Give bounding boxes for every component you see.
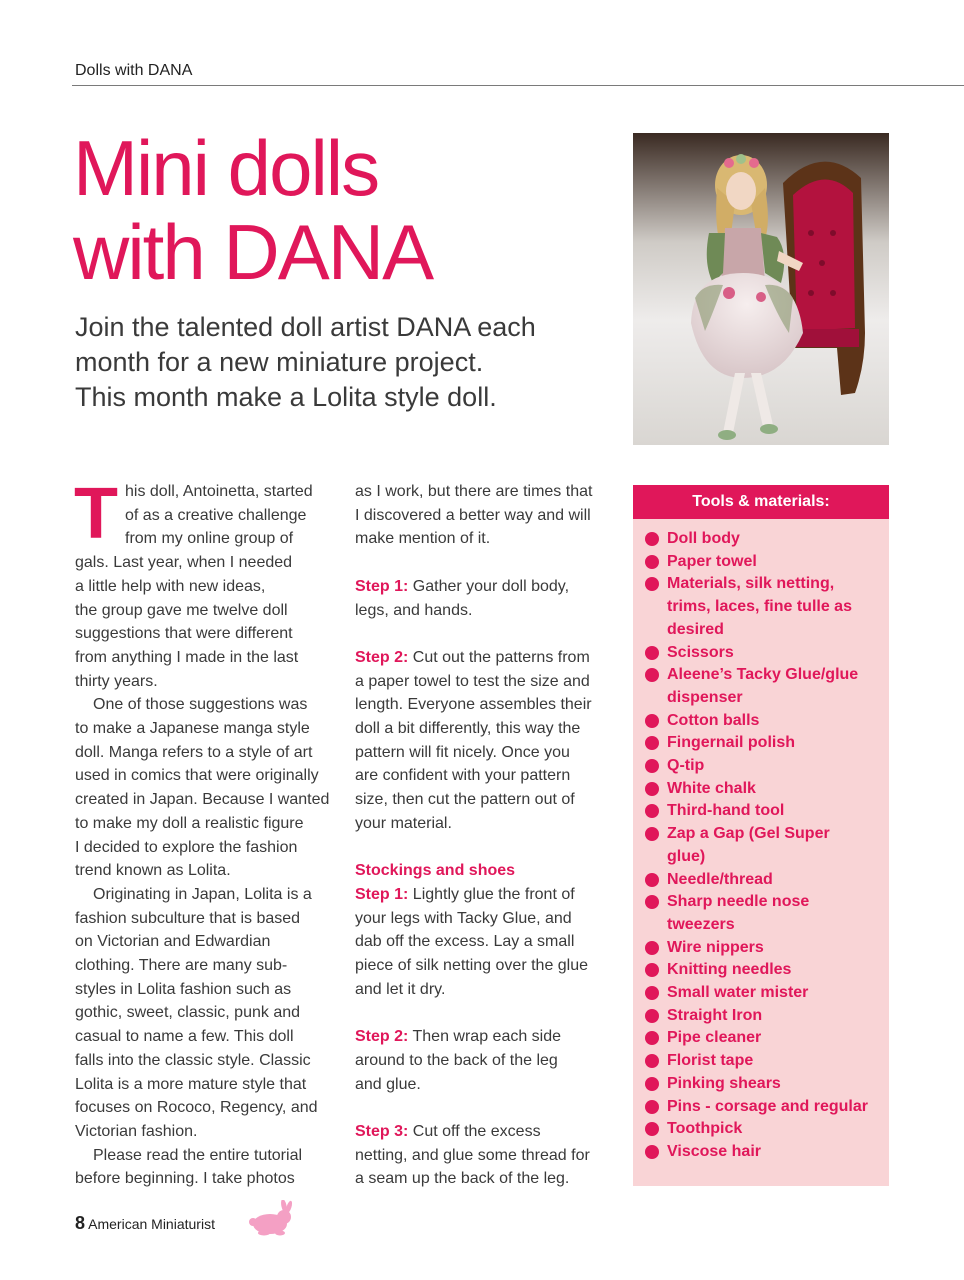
tools-item-text: Needle/thread [667,870,773,888]
text-line: your legs with Tacky Glue, and [355,909,572,927]
step-paragraph [355,646,620,836]
text-line: Victorian fashion. [75,1122,198,1140]
step-paragraph [355,1120,620,1191]
text-line: size, then cut the pattern out of [355,791,575,809]
text-line: trend known as Lolita. [75,862,231,880]
bullet-icon [645,736,659,750]
bullet-icon [645,895,659,909]
text-line: the group gave me twelve doll [75,601,288,619]
bullet-icon [645,827,659,841]
bullet-icon [645,1100,659,1114]
bullet-icon [645,555,659,569]
step-label: Step 2: [355,648,409,666]
bullet-icon [645,1145,659,1159]
step-paragraph [355,1025,620,1096]
header-divider [72,85,964,86]
paragraph [75,883,330,1144]
step-label: Step 2: [355,1028,409,1046]
tools-item-text: Aleene’s Tacky Glue/glue [667,666,859,684]
step-label: Step 3: [355,1122,409,1140]
text-line: focuses on Rococo, Regency, and [75,1099,318,1117]
bullet-icon [645,1077,659,1091]
bullet-icon [645,1122,659,1136]
page-footer [75,1213,215,1234]
tools-list-item [633,1005,889,1028]
step-label: Step 1: [355,885,409,903]
text-line: gals. Last year, when I needed [75,554,293,572]
text-line: dab off the excess. Lay a small [355,933,575,951]
step-text: Gather your doll body, [408,577,570,595]
text-line: from anything I made in the last [75,648,299,666]
tools-list-item [633,1118,889,1141]
bullet-icon [645,646,659,660]
tools-item-text: Straight Iron [667,1006,763,1024]
title-line: Mini dolls [73,124,379,212]
text-line: his doll, Antoinetta, started [125,483,313,500]
text-line: I discovered a better way and will [355,506,591,524]
text-line: before beginning. I take photos [75,1170,295,1188]
text-line: fashion subculture that is based [75,909,301,927]
bullet-icon [645,577,659,591]
article-column-1 [74,474,330,1191]
step-text: Cut off the excess [408,1122,541,1140]
text-line: gothic, sweet, classic, punk and [75,1004,301,1022]
tools-list-item [633,528,889,551]
tools-item-text: Pins - corsage and regular [667,1097,868,1115]
intro-line: Join the talented doll artist DANA each [75,312,536,342]
tools-list-item [633,732,889,755]
text-line: a seam up the back of the leg. [355,1170,570,1188]
tools-list-item [633,664,889,709]
tools-item-text: trims, laces, fine tulle as [667,598,852,616]
tools-header: Tools & materials: [633,485,889,519]
text-line: legs, and hands. [355,601,473,619]
tools-list-item [633,710,889,733]
text-line: of as a creative challenge [125,506,307,524]
text-line: Lolita is a more mature style that [75,1075,307,1093]
drop-cap: T [74,474,118,554]
tools-item-text: Small water mister [667,984,809,1002]
text-line [355,1025,620,1049]
tools-item-text: Scissors [667,643,734,661]
article-title [73,126,432,294]
text-line: casual to name a few. This doll [75,1028,294,1046]
text-line: thirty years. [75,672,158,690]
paragraph [355,480,620,551]
tools-list-item [633,823,889,868]
text-line: a paper towel to test the size and [355,672,590,690]
opening-paragraph [74,474,330,693]
text-line: make mention of it. [355,530,491,548]
tools-list-item [633,551,889,574]
text-line: from my online group of [125,530,294,548]
bullet-icon [645,963,659,977]
tools-list-item [633,869,889,892]
tools-item-text: Toothpick [667,1120,743,1138]
text-line: pattern will fit nicely. Once you [355,743,570,761]
text-line: and glue. [355,1075,421,1093]
tools-list-item [633,982,889,1005]
intro-line: month for a new miniature project. [75,347,484,377]
tools-list-item [633,937,889,960]
bullet-icon [645,532,659,546]
tools-list-item [633,891,889,936]
text-line: styles in Lolita fashion such as [75,980,292,998]
text-line: length. Everyone assembles their [355,696,592,714]
section-label: Dolls with DANA [75,62,193,79]
tools-item-text: Zap a Gap (Gel Super [667,825,830,843]
tools-list-item [633,1027,889,1050]
bullet-icon [645,1054,659,1068]
step-text: Then wrap each side [408,1028,562,1046]
tools-item-text: Viscose hair [667,1142,761,1160]
intro-line: This month make a Lolita style doll. [75,382,497,412]
step-paragraph [355,575,620,622]
tools-item-text: glue) [667,847,706,865]
bullet-icon [645,941,659,955]
text-line: as I work, but there are times that [355,483,593,500]
intro-deck [75,310,605,415]
tools-item-text: Materials, silk netting, [667,575,835,593]
paragraph [75,1144,330,1191]
text-line: Originating in Japan, Lolita is a [93,885,312,903]
text-line: doll. Manga refers to a style of art [75,743,313,761]
tools-list-item [633,800,889,823]
tools-list [633,519,889,1164]
text-line: on Victorian and Edwardian [75,933,271,951]
bullet-icon [645,1009,659,1023]
tools-item-text: Paper towel [667,552,757,570]
text-line: created in Japan. Because I wanted [75,791,330,809]
paragraph [75,693,330,883]
tools-item-text: Doll body [667,530,740,547]
text-line: around to the back of the leg [355,1051,558,1069]
text-line: and let it dry. [355,980,446,998]
tools-item-text: Third-hand tool [667,802,785,820]
tools-list-item [633,1073,889,1096]
doll-photo [633,133,889,445]
tools-list-item [633,1096,889,1119]
doll-illustration [633,133,889,445]
tools-item-text: Q-tip [667,757,705,775]
article-column-2 [355,480,620,1191]
step-text: Cut out the patterns from [408,648,590,666]
text-line [355,1120,620,1144]
bullet-icon [645,986,659,1000]
text-line: are confident with your pattern [355,767,571,785]
tools-item-text: Cotton balls [667,711,760,729]
bullet-icon [645,759,659,773]
tools-item-text: Florist tape [667,1052,754,1070]
bullet-icon [645,873,659,887]
text-line: to make my doll a realistic figure [75,814,304,832]
text-line: used in comics that were originally [75,767,319,785]
text-line: netting, and glue some thread for [355,1146,590,1164]
tools-item-text: tweezers [667,915,735,933]
tools-list-item [633,642,889,665]
tools-list-item [633,755,889,778]
text-line: clothing. There are many sub- [75,957,288,975]
tools-list-item [633,1050,889,1073]
text-line: to make a Japanese manga style [75,720,310,738]
text-line: I decided to explore the fashion [75,838,298,856]
tools-item-text: Pinking shears [667,1074,781,1092]
tools-item-text: Pipe cleaner [667,1029,762,1047]
bullet-icon [645,1031,659,1045]
text-line [355,883,620,907]
text-line: a little help with new ideas, [75,577,266,595]
tools-item-text: Wire nippers [667,938,764,956]
tools-item-text: dispenser [667,688,743,706]
tools-list-item [633,573,889,641]
tools-item-text: desired [667,620,724,638]
rabbit-icon [244,1200,294,1236]
tools-list-item [633,959,889,982]
tools-item-text: Sharp needle nose [667,893,810,911]
subheading: Stockings and shoes [355,862,516,880]
page-number: 8 [75,1213,86,1233]
bullet-icon [645,804,659,818]
text-line: falls into the classic style. Classic [75,1051,311,1069]
tools-list-item [633,1141,889,1164]
text-line: suggestions that were different [75,625,293,643]
bullet-icon [645,714,659,728]
title-line: with DANA [73,208,433,296]
text-line: your material. [355,814,452,832]
text-line: Please read the entire tutorial [93,1146,303,1164]
text-line [355,646,620,670]
text-line: piece of silk netting over the glue [355,957,589,975]
text-line: doll a bit differently, this way the [355,720,581,737]
step-label: Step 1: [355,577,409,595]
bullet-icon [645,668,659,682]
tools-list-item [633,778,889,801]
text-line: One of those suggestions was [93,696,308,714]
bullet-icon [645,782,659,796]
tools-item-text: Knitting needles [667,961,792,979]
step-paragraph [355,859,620,1001]
tools-materials-box [633,485,889,1186]
magazine-name: American Miniaturist [88,1216,215,1232]
tools-item-text: Fingernail polish [667,734,796,752]
step-text: Lightly glue the front of [408,885,575,903]
text-line [355,575,620,599]
tools-item-text: White chalk [667,779,756,797]
